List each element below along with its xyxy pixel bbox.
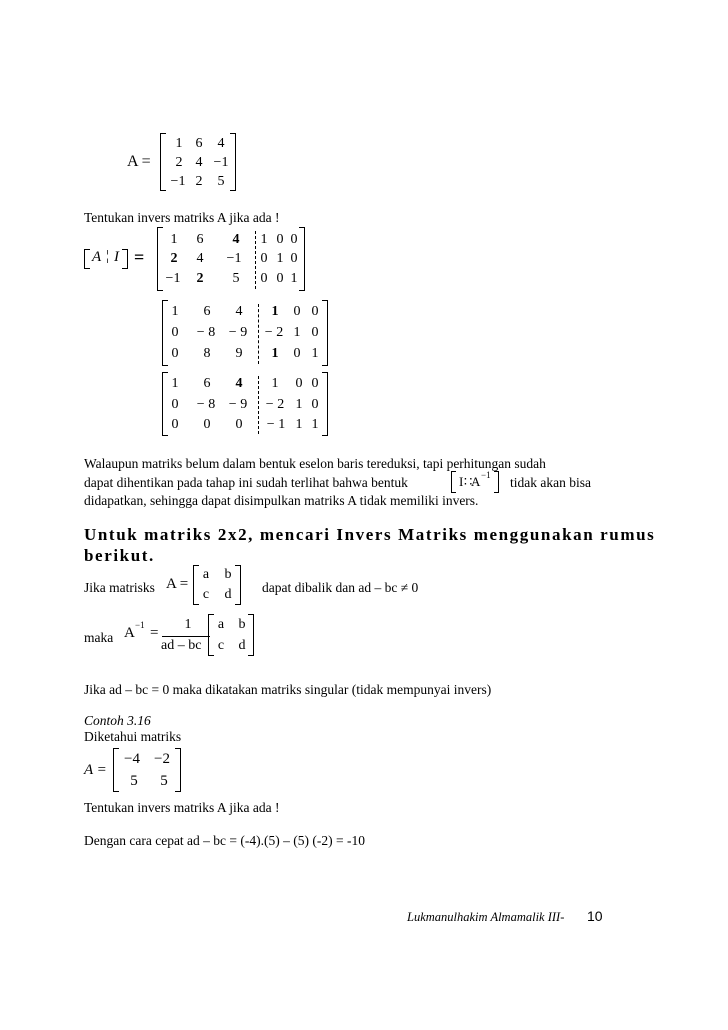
example-matrix	[113, 748, 181, 792]
aug1-cell: 4	[196, 251, 204, 266]
aug3-cell: 0	[311, 376, 319, 391]
aug3-cell: 0	[295, 376, 303, 391]
inline-sep: ∷	[464, 474, 473, 489]
aug1-cell: −1	[226, 251, 242, 266]
inline-sup: −1	[481, 470, 491, 480]
example-prompt: Tentukan invers matriks A jika ada !	[84, 800, 280, 815]
inline-a: A	[471, 474, 481, 489]
formula2-cell-d: d	[238, 638, 246, 653]
formula2-numerator: 1	[184, 617, 192, 632]
paragraph-line-2: dapat dihentikan pada tahap ini sudah terlihat bahwa bentuk	[84, 475, 408, 490]
aug2-cell: 0	[171, 325, 179, 340]
aug1-cell: 0	[260, 251, 268, 266]
aug1-cell: 1	[260, 232, 268, 247]
matrix-a-cell: 1	[175, 136, 183, 151]
aug3-cell: − 2	[265, 397, 285, 412]
augmented-label-sep: ¦	[106, 248, 110, 264]
aug1-cell: 0	[290, 232, 298, 247]
aug3-cell: 0	[171, 397, 179, 412]
aug2-cell: 1	[293, 325, 301, 340]
aug1-cell: 1	[276, 251, 284, 266]
aug3-cell: 1	[295, 417, 303, 432]
aug2-cell: 0	[293, 304, 301, 319]
matrix-a-cell: 6	[195, 136, 203, 151]
aug1-cell: 1	[290, 271, 298, 286]
matrix-a-cell: −1	[170, 174, 186, 189]
formula2-a: A	[124, 625, 135, 641]
augmented-label-a: A	[92, 249, 102, 265]
prompt-find-inverse: Tentukan invers matriks A jika ada !	[84, 210, 280, 225]
formula1-cell-c: c	[202, 587, 210, 602]
formula2-fraction-bar	[162, 636, 210, 637]
aug2-cell: 0	[311, 325, 319, 340]
example-given: Diketahui matriks	[84, 729, 182, 744]
matrix-a-cell: −1	[213, 155, 229, 170]
paragraph-line-2b: tidak akan bisa	[510, 475, 591, 490]
matrix-a-label: A =	[127, 153, 151, 170]
matrix-a	[160, 133, 236, 191]
formula2-prefix: maka	[84, 630, 114, 645]
aug1-cell: 2	[196, 271, 204, 286]
aug3-cell: 6	[203, 376, 211, 391]
aug3-cell: 1	[311, 417, 319, 432]
aug1-cell: 6	[196, 232, 204, 247]
aug2-cell: 0	[311, 304, 319, 319]
example-cell: −4	[124, 751, 140, 767]
aug3-cell: 0	[203, 417, 211, 432]
matrix-a-cell: 4	[195, 155, 203, 170]
aug1-cell: 0	[290, 251, 298, 266]
example-quick-method: Dengan cara cepat ad – bc = (-4).(5) – (5) (-2) = -10	[84, 833, 365, 848]
aug3-cell: 0	[311, 397, 319, 412]
section-heading-line-1: Untuk matriks 2x2, mencari Invers Matriks menggunakan rumus	[84, 525, 656, 544]
aug2-cell: 1	[271, 346, 279, 361]
aug3-cell: 4	[235, 376, 243, 391]
aug3-cell: − 1	[266, 417, 286, 432]
augmented-matrix-step-2	[162, 300, 328, 366]
aug1-cell: 5	[232, 271, 240, 286]
formula2-sup: −1	[135, 620, 145, 630]
aug2-cell: − 2	[264, 325, 284, 340]
formula1-a-eq: A =	[166, 576, 189, 592]
formula2-cell-a: a	[217, 617, 225, 632]
augmented-matrix-step-1	[157, 227, 305, 291]
example-cell: 5	[130, 773, 138, 789]
aug2-cell: 1	[171, 304, 179, 319]
aug2-cell: 9	[235, 346, 243, 361]
aug3-cell: 0	[235, 417, 243, 432]
augmented-label-i: I	[114, 249, 119, 265]
aug2-cell: 4	[235, 304, 243, 319]
aug2-cell: − 8	[196, 325, 216, 340]
aug2-cell: 1	[311, 346, 319, 361]
aug1-cell: 0	[276, 271, 284, 286]
aug2-cell: 1	[271, 304, 279, 319]
example-cell: −2	[154, 751, 170, 767]
inline-i-a-inverse	[451, 471, 499, 493]
aug1-cell: −1	[165, 271, 181, 286]
formula2-cell-b: b	[238, 617, 246, 632]
formula1-suffix: dapat dibalik dan ad – bc ≠ 0	[262, 580, 419, 595]
matrix-a-cell: 2	[195, 174, 203, 189]
aug3-cell: 1	[271, 376, 279, 391]
formula2-cell-c: c	[217, 638, 225, 653]
formula2-denominator: ad – bc	[161, 638, 202, 653]
example-title: Contoh 3.16	[84, 713, 151, 728]
aug2-cell: 0	[171, 346, 179, 361]
singular-note: Jika ad – bc = 0 maka dikatakan matriks singular (tidak mempunyai invers)	[84, 682, 492, 697]
formula2-matrix	[208, 614, 254, 656]
paragraph-line-3: didapatkan, sehingga dapat disimpulkan matriks A tidak memiliki invers.	[84, 493, 479, 508]
aug1-cell: 1	[170, 232, 178, 247]
aug3-cell: 1	[295, 397, 303, 412]
paragraph-line-1: Walaupun matriks belum dalam bentuk eselon baris tereduksi, tapi perhitungan sudah	[84, 456, 546, 471]
formula1-cell-d: d	[224, 587, 232, 602]
aug2-cell: 8	[203, 346, 211, 361]
matrix-a-cell: 5	[217, 174, 225, 189]
footer-author: Lukmanulhakim Almamalik III-	[407, 910, 565, 924]
augmented-matrix-step-3	[162, 372, 328, 436]
aug3-cell: − 8	[196, 397, 216, 412]
footer-page-number: 10	[587, 908, 603, 924]
aug3-cell: 0	[171, 417, 179, 432]
formula1-cell-b: b	[224, 567, 232, 582]
matrix-a-cell: 2	[175, 155, 183, 170]
aug2-cell: 6	[203, 304, 211, 319]
augmented-label	[84, 249, 144, 269]
example-a-label: A =	[84, 762, 107, 778]
formula1-matrix	[193, 565, 241, 605]
aug3-cell: 1	[171, 376, 179, 391]
formula1-cell-a: a	[202, 567, 210, 582]
section-heading-line-2: berikut.	[84, 546, 155, 565]
aug1-cell: 0	[260, 271, 268, 286]
aug3-cell: − 9	[228, 397, 248, 412]
inline-i: I	[459, 474, 464, 489]
formula2-eq: =	[150, 625, 159, 641]
aug2-cell: − 9	[228, 325, 248, 340]
augmented-equals: =	[134, 247, 145, 267]
formula1-prefix: Jika matrisks	[84, 580, 155, 595]
aug1-cell: 0	[276, 232, 284, 247]
example-cell: 5	[160, 773, 168, 789]
aug2-cell: 0	[293, 346, 301, 361]
aug1-cell: 2	[170, 251, 178, 266]
aug1-cell: 4	[232, 232, 240, 247]
matrix-a-cell: 4	[217, 136, 225, 151]
